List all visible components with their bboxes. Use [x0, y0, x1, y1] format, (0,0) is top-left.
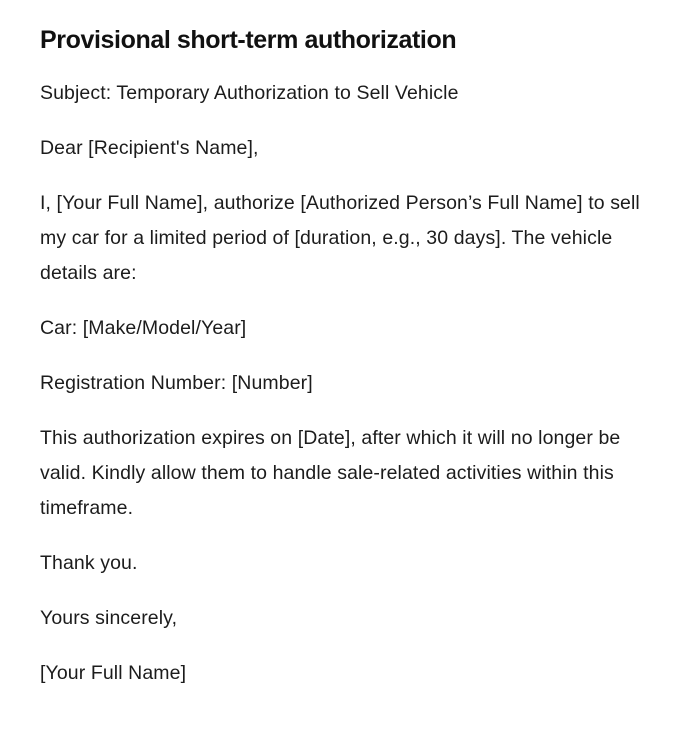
closing-line: Yours sincerely,: [40, 607, 178, 629]
salutation: Dear [Recipient's Name],: [40, 137, 259, 159]
authorization-paragraph: I, [Your Full Name], authorize [Authorized Person’s Full Name] to sell my car for a limited period of [duration, e.g., 30 days]. The vehicle details are:: [40, 192, 640, 284]
thanks-line: Thank you.: [40, 552, 138, 574]
document-title: Provisional short-term authorization: [40, 26, 457, 54]
signature-line: [Your Full Name]: [40, 662, 187, 684]
subject-line: Subject: Temporary Authorization to Sell Vehicle: [40, 82, 459, 104]
registration-number-line: Registration Number: [Number]: [40, 372, 313, 394]
car-details-line: Car: [Make/Model/Year]: [40, 317, 247, 339]
expiry-paragraph: This authorization expires on [Date], after which it will no longer be valid. Kindly allow them to handle sale-related activities within this timeframe.: [40, 427, 621, 519]
